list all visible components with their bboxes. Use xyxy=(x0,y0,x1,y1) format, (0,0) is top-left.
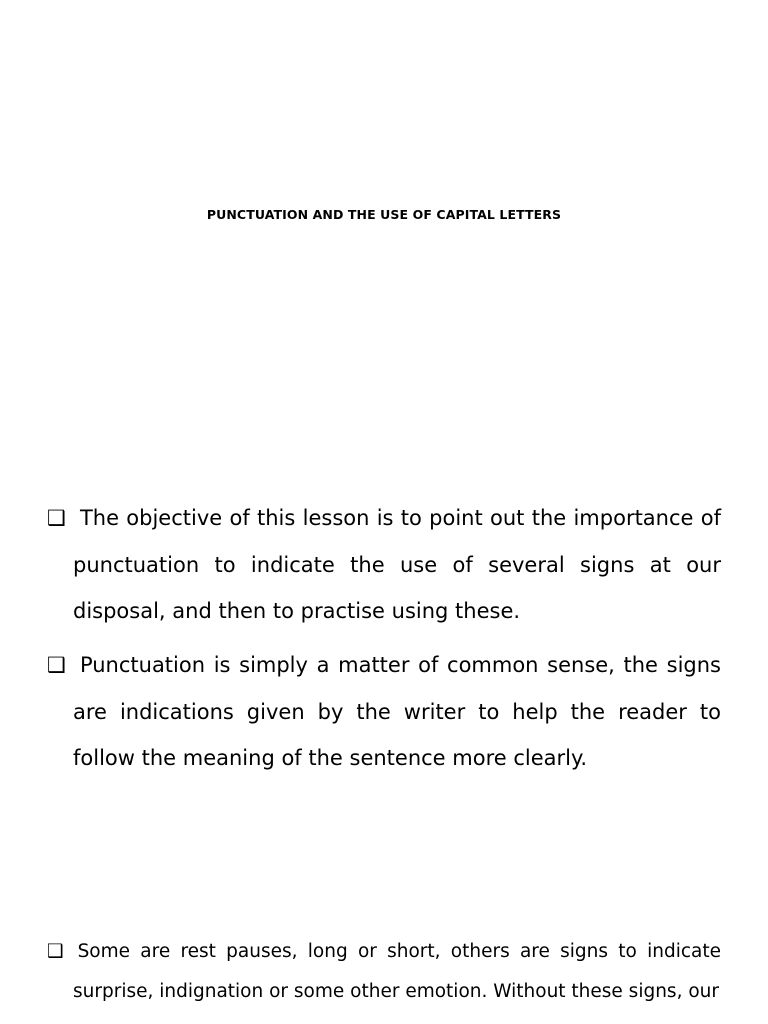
document-title: PUNCTUATION AND THE USE OF CAPITAL LETTERS xyxy=(206,207,562,222)
hollow-square-bullet-icon: ❑ xyxy=(47,653,66,677)
bullet-paragraph xyxy=(47,642,721,782)
bullet-paragraph xyxy=(47,932,721,1012)
paragraph-text: The objective of this lesson is to point out the importance of punctuation to indicate the use of several signs at our disposal, and then to practise using these. xyxy=(73,506,721,623)
hollow-square-bullet-icon: ❑ xyxy=(47,941,64,962)
paragraph-text: Punctuation is simply a matter of common sense, the signs are indications given by the writer to help the reader to follow the meaning of the sentence more clearly. xyxy=(73,653,721,770)
hollow-square-bullet-icon: ❑ xyxy=(47,506,66,530)
bullet-paragraph xyxy=(47,495,721,635)
paragraph-text: Some are rest pauses, long or short, others are signs to indicate surprise, indignation or some other emotion. Without these signs, our xyxy=(73,941,721,1002)
